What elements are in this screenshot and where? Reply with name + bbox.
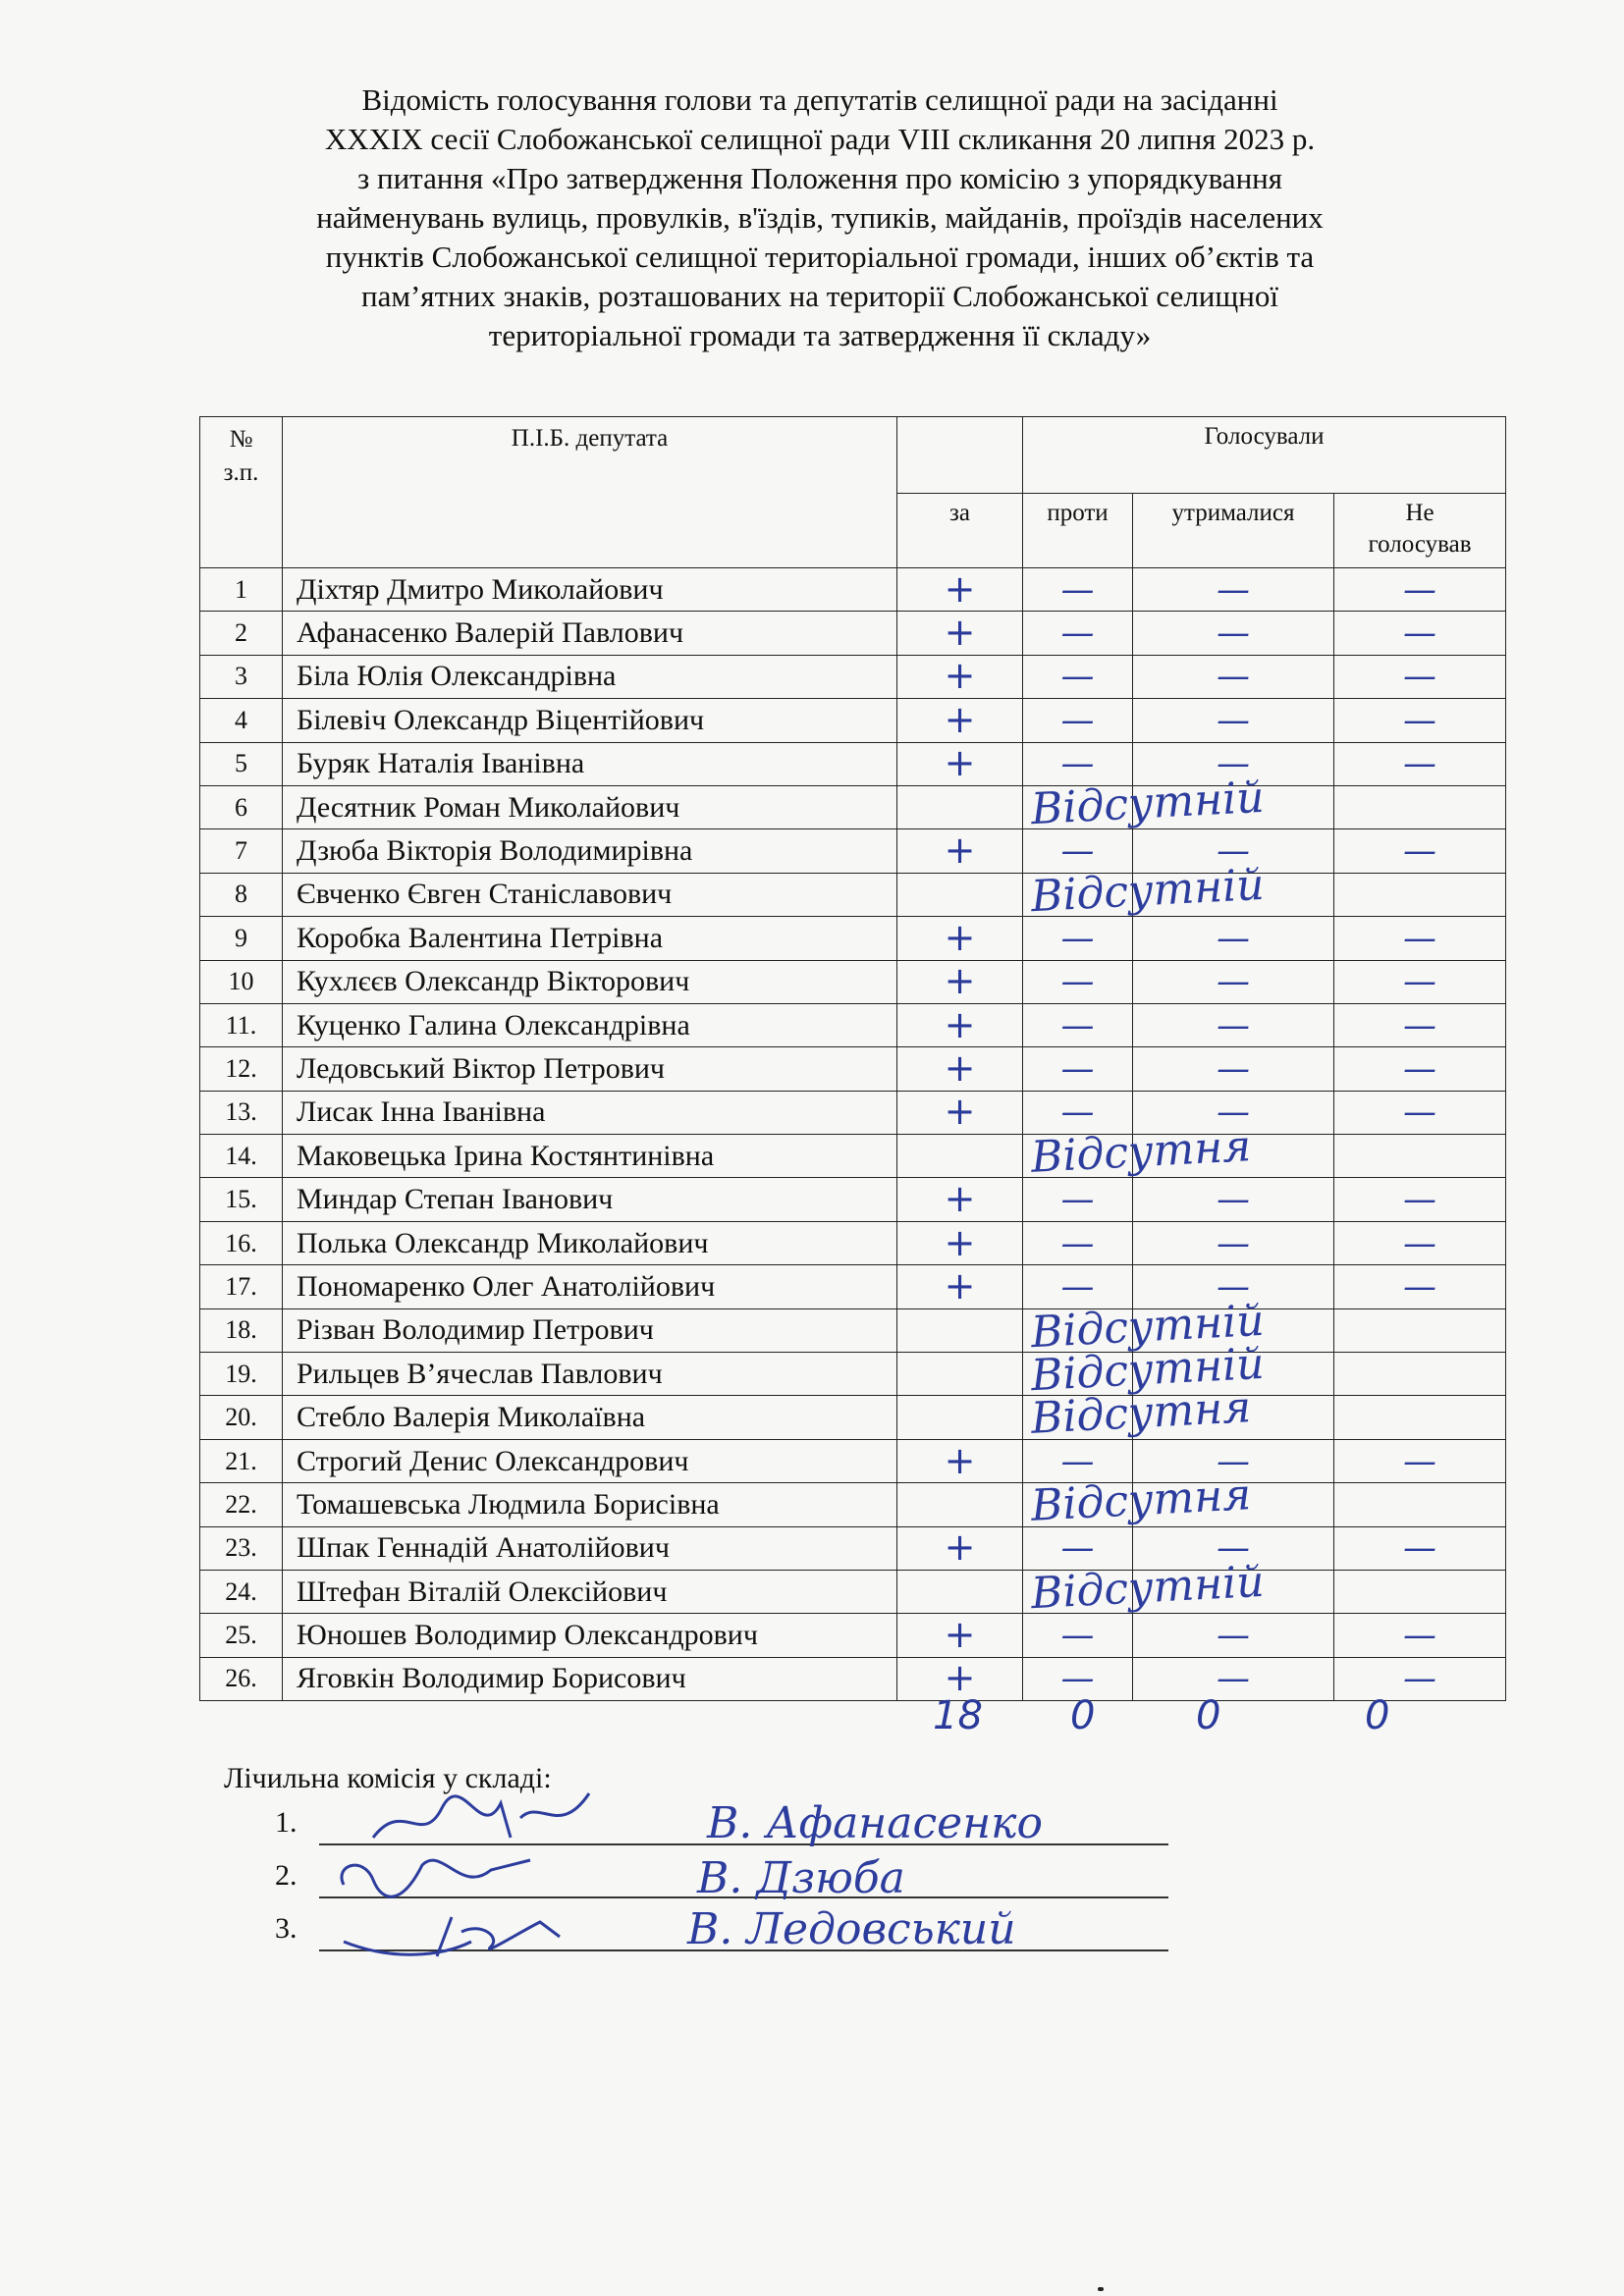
row-number: 25. — [200, 1614, 283, 1657]
vote-not-voted-cell — [1334, 1483, 1506, 1526]
vote-not-voted-cell — [1334, 612, 1506, 655]
title-line: найменувань вулиць, провулків, в'їздів, тупиків, майданів, проїздів населених — [316, 200, 1324, 235]
deputy-name: Євченко Євген Станіславович — [283, 873, 897, 916]
vote-abstain-cell — [1133, 699, 1334, 742]
absent-note: Відсутня — [1029, 1382, 1253, 1445]
dash-mark: — — [1217, 657, 1250, 697]
dash-mark: — — [1060, 1180, 1095, 1220]
dash-mark: — — [1403, 1005, 1437, 1045]
row-number: 20. — [200, 1396, 283, 1439]
plus-mark: + — [944, 741, 976, 785]
vote-against-cell — [1023, 1003, 1133, 1046]
vote-abstain-cell — [1133, 655, 1334, 698]
vote-abstain-cell — [1133, 1135, 1334, 1178]
deputy-name: Полька Олександр Миколайович — [283, 1221, 897, 1264]
title-line: пунктів Слобожанської селищної територіальної громади, інших об’єктів та — [325, 240, 1315, 274]
vote-not-voted-cell — [1334, 568, 1506, 612]
vote-abstain-cell — [1133, 873, 1334, 916]
plus-mark: + — [944, 1220, 976, 1264]
row-number: 21. — [200, 1439, 283, 1482]
vote-for-cell — [897, 1047, 1023, 1091]
vote-against-cell — [1023, 829, 1133, 873]
vote-abstain-cell — [1133, 1614, 1334, 1657]
row-number: 12. — [200, 1047, 283, 1091]
vote-against-cell — [1023, 772, 1266, 835]
dash-mark: — — [1217, 1048, 1250, 1089]
dash-mark: — — [1403, 1441, 1437, 1481]
vote-abstain-cell — [1133, 917, 1334, 960]
vote-against-cell — [1023, 1178, 1133, 1221]
vote-not-voted-cell — [1334, 1308, 1506, 1352]
scan-speck — [1098, 2287, 1104, 2291]
table-row — [200, 1265, 1506, 1308]
table-row — [200, 699, 1506, 742]
dash-mark: — — [1060, 1528, 1095, 1569]
title-line: пам’ятних знаків, розташованих на території Слобожанської селищної — [361, 279, 1278, 313]
table-row — [200, 568, 1506, 612]
table-row — [200, 1003, 1506, 1046]
header-name — [283, 417, 897, 568]
row-number: 11. — [200, 1003, 283, 1046]
vote-not-voted-cell — [1334, 960, 1506, 1003]
plus-mark: + — [944, 697, 976, 741]
plus-mark: + — [944, 1525, 976, 1570]
header-number — [200, 417, 283, 568]
vote-against-cell — [1023, 612, 1133, 655]
vote-against-cell — [1023, 699, 1133, 742]
vote-not-voted-cell — [1334, 655, 1506, 698]
dash-mark: — — [1217, 1180, 1250, 1220]
vote-for-cell — [897, 785, 1023, 828]
vote-not-voted-cell — [1334, 1178, 1506, 1221]
dash-mark: — — [1217, 918, 1250, 958]
absent-note: Відсутній — [1029, 772, 1266, 835]
dash-mark: — — [1217, 569, 1250, 610]
vote-not-voted-cell — [1334, 829, 1506, 873]
plus-mark: + — [944, 1177, 976, 1221]
dash-mark: — — [1217, 744, 1250, 784]
vote-for-cell — [897, 742, 1023, 785]
vote-against-cell — [1023, 655, 1133, 698]
vote-for-cell — [897, 1570, 1023, 1613]
row-number: 24. — [200, 1570, 283, 1613]
deputy-name: Лисак Інна Іванівна — [283, 1091, 897, 1134]
plus-mark: + — [944, 1090, 976, 1134]
row-number: 2 — [200, 612, 283, 655]
vote-abstain-cell — [1133, 568, 1334, 612]
vote-for-cell — [897, 1614, 1023, 1657]
vote-against-cell — [1023, 1121, 1253, 1183]
vote-for-cell — [897, 829, 1023, 873]
row-number: 18. — [200, 1308, 283, 1352]
plus-mark: + — [944, 566, 976, 611]
table-row — [200, 1396, 1506, 1439]
vote-not-voted-cell — [1334, 873, 1506, 916]
deputy-name: Коробка Валентина Петрівна — [283, 917, 897, 960]
dash-mark: — — [1403, 1659, 1437, 1699]
row-number: 13. — [200, 1091, 283, 1134]
dash-mark: — — [1060, 1223, 1095, 1263]
dash-mark: — — [1403, 657, 1437, 697]
header-abstain-label: утрималися — [1171, 500, 1295, 526]
dash-mark: — — [1060, 1616, 1095, 1656]
vote-not-voted-cell — [1334, 1221, 1506, 1264]
total-for: 18 — [933, 1693, 983, 1738]
table-row — [200, 742, 1506, 785]
table-row — [200, 655, 1506, 698]
vote-abstain-cell — [1133, 1047, 1334, 1091]
vote-against-cell — [1023, 917, 1133, 960]
deputy-name: Діхтяр Дмитро Миколайович — [283, 568, 897, 612]
total-not-voted: 0 — [1365, 1693, 1390, 1738]
row-number: 14. — [200, 1135, 283, 1178]
vote-for-cell — [897, 568, 1023, 612]
title-line: з питання «Про затвердження Положення про комісію з упорядкування — [356, 161, 1283, 195]
row-number: 1 — [200, 568, 283, 612]
dash-mark: — — [1060, 569, 1095, 610]
total-against: 0 — [1070, 1693, 1096, 1738]
plus-mark: + — [944, 1656, 976, 1700]
table-row — [200, 1483, 1506, 1526]
dash-mark: — — [1060, 1266, 1095, 1307]
deputy-name: Пономаренко Олег Анатолійович — [283, 1265, 897, 1308]
vote-for-cell — [897, 655, 1023, 698]
dash-mark: — — [1060, 744, 1095, 784]
dash-mark: — — [1060, 962, 1095, 1002]
dash-mark: — — [1403, 569, 1437, 610]
vote-for-cell — [897, 1396, 1023, 1439]
vote-not-voted-cell — [1334, 699, 1506, 742]
dash-mark: — — [1060, 1441, 1095, 1481]
table-row — [200, 873, 1506, 916]
title-line: територіальної громади та затвердження її складу» — [488, 318, 1152, 352]
header-empty — [897, 417, 1023, 494]
vote-for-cell — [897, 960, 1023, 1003]
dash-mark: — — [1217, 1005, 1250, 1045]
vote-against-cell — [1023, 1382, 1253, 1445]
dash-mark: — — [1403, 1093, 1437, 1133]
header-against — [1023, 494, 1133, 568]
row-number: 10 — [200, 960, 283, 1003]
table-row — [200, 1353, 1506, 1396]
vote-not-voted-cell — [1334, 1353, 1506, 1396]
vote-not-voted-cell — [1334, 1526, 1506, 1570]
vote-not-voted-cell — [1334, 785, 1506, 828]
plus-mark: + — [944, 611, 976, 655]
vote-for-cell — [897, 1483, 1023, 1526]
vote-against-cell — [1023, 568, 1133, 612]
vote-for-cell — [897, 873, 1023, 916]
dash-mark: — — [1217, 831, 1250, 872]
absent-note: Відсутній — [1029, 1295, 1266, 1358]
table-row — [200, 1439, 1506, 1482]
table-row — [200, 1091, 1506, 1134]
deputy-name: Стебло Валерія Миколаївна — [283, 1396, 897, 1439]
dash-mark: — — [1217, 614, 1250, 654]
table-row — [200, 1047, 1506, 1091]
vote-against-cell — [1023, 1265, 1133, 1308]
commission-label: Лічильна комісія у складі: — [224, 1762, 552, 1794]
dash-mark: — — [1403, 918, 1437, 958]
table-row — [200, 1178, 1506, 1221]
deputy-name: Штефан Віталій Олексійович — [283, 1570, 897, 1613]
dash-mark: — — [1060, 1093, 1095, 1133]
vote-against-cell — [1023, 1469, 1253, 1532]
vote-abstain-cell — [1133, 1221, 1334, 1264]
vote-not-voted-cell — [1334, 1570, 1506, 1613]
deputy-name: Строгий Денис Олександрович — [283, 1439, 897, 1482]
deputy-name: Маковецька Ірина Костянтинівна — [283, 1135, 897, 1178]
table-row — [200, 1308, 1506, 1352]
absent-note: Відсутній — [1029, 859, 1266, 922]
header-voted — [1023, 417, 1506, 494]
row-number: 5 — [200, 742, 283, 785]
vote-abstain-cell — [1133, 1003, 1334, 1046]
vote-abstain-cell — [1133, 1570, 1334, 1613]
vote-abstain-cell — [1133, 612, 1334, 655]
row-number: 19. — [200, 1353, 283, 1396]
dash-mark: — — [1217, 700, 1250, 740]
row-number: 15. — [200, 1178, 283, 1221]
vote-against-cell — [1023, 1556, 1266, 1620]
dash-mark: — — [1060, 831, 1095, 872]
vote-not-voted-cell — [1334, 1396, 1506, 1439]
vote-for-cell — [897, 699, 1023, 742]
row-number: 9 — [200, 917, 283, 960]
header-for-label: за — [949, 500, 970, 526]
dash-mark: — — [1060, 1005, 1095, 1045]
dash-mark: — — [1403, 744, 1437, 784]
vote-abstain-cell — [1133, 785, 1334, 828]
member-name: В. Ледовський — [687, 1904, 1016, 1954]
vote-for-cell — [897, 1221, 1023, 1264]
dash-mark: — — [1403, 1266, 1437, 1307]
vote-abstain-cell — [1133, 1396, 1334, 1439]
absent-note: Відсутня — [1029, 1469, 1253, 1532]
dash-mark: — — [1060, 1659, 1095, 1699]
plus-mark: + — [944, 1045, 976, 1090]
dash-mark: — — [1217, 962, 1250, 1002]
vote-for-cell — [897, 1135, 1023, 1178]
vote-not-voted-cell — [1334, 1003, 1506, 1046]
row-number: 4 — [200, 699, 283, 742]
deputy-name: Різван Володимир Петрович — [283, 1308, 897, 1352]
deputy-name: Шпак Геннадій Анатолійович — [283, 1526, 897, 1570]
deputy-name: Юношев Володимир Олександрович — [283, 1614, 897, 1657]
dash-mark: — — [1217, 1266, 1250, 1307]
header-not-voted — [1334, 494, 1506, 568]
row-number: 17. — [200, 1265, 283, 1308]
commission-member — [275, 1859, 320, 1893]
member-name: В. Дзюба — [697, 1853, 905, 1903]
row-number: 6 — [200, 785, 283, 828]
dash-mark: — — [1403, 1048, 1437, 1089]
deputy-name: Афанасенко Валерій Павлович — [283, 612, 897, 655]
voting-table-body — [200, 568, 1506, 1701]
table-row — [200, 1526, 1506, 1570]
row-number: 22. — [200, 1483, 283, 1526]
member-number: 3. — [275, 1912, 298, 1945]
totals-row — [0, 1693, 1624, 1752]
deputy-name: Кухлєєв Олександр Вікторович — [283, 960, 897, 1003]
vote-not-voted-cell — [1334, 1439, 1506, 1482]
deputy-name: Буряк Наталія Іванівна — [283, 742, 897, 785]
header-not-voted-label: Не голосував — [1368, 500, 1472, 558]
vote-for-cell — [897, 612, 1023, 655]
row-number: 3 — [200, 655, 283, 698]
vote-abstain-cell — [1133, 1178, 1334, 1221]
dash-mark: — — [1403, 1180, 1437, 1220]
vote-for-cell — [897, 1265, 1023, 1308]
dash-mark: — — [1217, 1223, 1250, 1263]
commission-member — [275, 1806, 320, 1840]
table-row — [200, 612, 1506, 655]
row-number: 23. — [200, 1526, 283, 1570]
vote-for-cell — [897, 1003, 1023, 1046]
commission-member — [275, 1912, 320, 1946]
vote-not-voted-cell — [1334, 742, 1506, 785]
vote-for-cell — [897, 1353, 1023, 1396]
absent-note: Відсутній — [1029, 1556, 1266, 1620]
dash-mark: — — [1217, 1441, 1250, 1481]
deputy-name: Десятник Роман Миколайович — [283, 785, 897, 828]
deputy-name: Рильцев В’ячеслав Павлович — [283, 1353, 897, 1396]
vote-for-cell — [897, 1308, 1023, 1352]
table-row — [200, 1570, 1506, 1613]
member-name: В. Афанасенко — [707, 1798, 1043, 1848]
dash-mark: — — [1060, 918, 1095, 958]
vote-for-cell — [897, 917, 1023, 960]
vote-for-cell — [897, 1178, 1023, 1221]
vote-for-cell — [897, 1091, 1023, 1134]
plus-mark: + — [944, 915, 976, 959]
plus-mark: + — [944, 1613, 976, 1657]
dash-mark: — — [1217, 1659, 1250, 1699]
voting-table — [199, 416, 1506, 1701]
deputy-name: Ледовський Віктор Петрович — [283, 1047, 897, 1091]
table-row — [200, 1614, 1506, 1657]
row-number: 8 — [200, 873, 283, 916]
vote-not-voted-cell — [1334, 1614, 1506, 1657]
table-row — [200, 1221, 1506, 1264]
deputy-name: Куценко Галина Олександрівна — [283, 1003, 897, 1046]
header-number-label: № з.п. — [223, 426, 259, 486]
row-number: 16. — [200, 1221, 283, 1264]
vote-against-cell — [1023, 1614, 1133, 1657]
header-name-label: П.І.Б. депутата — [511, 425, 669, 452]
absent-note: Відсутня — [1029, 1121, 1253, 1183]
vote-for-cell — [897, 1439, 1023, 1482]
plus-mark: + — [944, 1438, 976, 1482]
dash-mark: — — [1217, 1528, 1250, 1569]
dash-mark: — — [1403, 962, 1437, 1002]
document-title — [177, 80, 1463, 355]
vote-for-cell — [897, 1526, 1023, 1570]
plus-mark: + — [944, 1002, 976, 1046]
dash-mark: — — [1403, 614, 1437, 654]
dash-mark: — — [1403, 700, 1437, 740]
dash-mark: — — [1060, 700, 1095, 740]
absent-note: Відсутній — [1029, 1338, 1266, 1402]
dash-mark: — — [1217, 1616, 1250, 1656]
plus-mark: + — [944, 828, 976, 873]
deputy-name: Томашевська Людмила Борисівна — [283, 1483, 897, 1526]
vote-against-cell — [1023, 859, 1266, 922]
title-line: XXXIX сесії Слобожанської селищної ради VIII скликання 20 липня 2023 р. — [324, 122, 1316, 156]
header-abstain — [1133, 494, 1334, 568]
vote-not-voted-cell — [1334, 917, 1506, 960]
dash-mark: — — [1403, 1223, 1437, 1263]
vote-not-voted-cell — [1334, 1265, 1506, 1308]
table-row — [200, 785, 1506, 828]
table-row — [200, 917, 1506, 960]
plus-mark: + — [944, 959, 976, 1003]
deputy-name: Біла Юлія Олександрівна — [283, 655, 897, 698]
vote-not-voted-cell — [1334, 1047, 1506, 1091]
header-against-label: проти — [1047, 500, 1109, 526]
dash-mark: — — [1403, 1528, 1437, 1569]
vote-against-cell — [1023, 960, 1133, 1003]
vote-abstain-cell — [1133, 1483, 1334, 1526]
vote-not-voted-cell — [1334, 1091, 1506, 1134]
deputy-name: Дзюба Вікторія Володимирівна — [283, 829, 897, 873]
dash-mark: — — [1060, 1048, 1095, 1089]
table-row — [200, 960, 1506, 1003]
deputy-name: Білевіч Олександр Віцентійович — [283, 699, 897, 742]
deputy-name: Миндар Степан Іванович — [283, 1178, 897, 1221]
total-abstain: 0 — [1196, 1693, 1221, 1738]
deputy-name: Яговкін Володимир Борисович — [283, 1657, 897, 1700]
plus-mark: + — [944, 1263, 976, 1308]
vote-against-cell — [1023, 1221, 1133, 1264]
member-number: 2. — [275, 1859, 298, 1892]
dash-mark: — — [1217, 1093, 1250, 1133]
header-for — [897, 494, 1023, 568]
row-number: 7 — [200, 829, 283, 873]
table-row — [200, 829, 1506, 873]
dash-mark: — — [1403, 1616, 1437, 1656]
member-number: 1. — [275, 1806, 298, 1839]
dash-mark: — — [1060, 614, 1095, 654]
vote-abstain-cell — [1133, 960, 1334, 1003]
header-voted-label: Голосували — [1204, 423, 1325, 450]
row-number: 26. — [200, 1657, 283, 1700]
table-row — [200, 1135, 1506, 1178]
vote-against-cell — [1023, 1047, 1133, 1091]
dash-mark: — — [1403, 831, 1437, 872]
plus-mark: + — [944, 654, 976, 698]
dash-mark: — — [1060, 657, 1095, 697]
signature-scribble — [334, 1902, 589, 1971]
vote-not-voted-cell — [1334, 1135, 1506, 1178]
title-line: Відомість голосування голови та депутатів селищної ради на засіданні — [361, 82, 1278, 117]
